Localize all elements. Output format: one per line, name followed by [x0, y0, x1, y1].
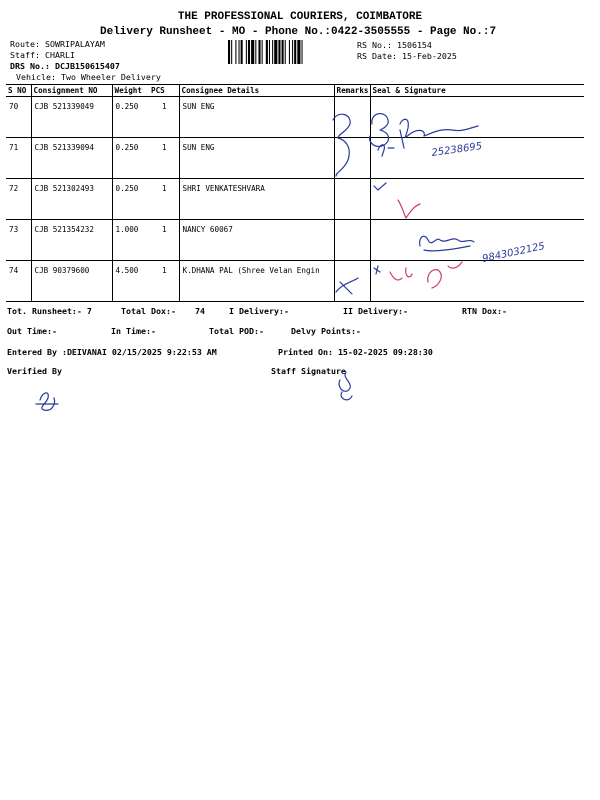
cell-remarks — [334, 220, 370, 261]
handwritten-number-row-71: 25238695 — [430, 140, 483, 159]
total-dox-value: 74 — [194, 306, 205, 316]
cell-consignee: SHRI VENKATESHVARA — [179, 179, 334, 220]
cell-consignment: CJB 521302493 — [31, 179, 112, 220]
cell-sno: 71 — [6, 138, 31, 179]
cell-weight: 0.250 — [112, 97, 149, 138]
cell-signature — [370, 261, 584, 302]
cell-consignee: K.DHANA PAL (Shree Velan Engin — [179, 261, 334, 302]
cell-signature — [370, 97, 584, 138]
col-header-remarks: Remarks — [334, 85, 370, 97]
col-header-pcs: PCS — [149, 85, 179, 97]
handwritten-number-row-73: 9843032125 — [481, 240, 546, 265]
cell-pcs: 1 — [149, 220, 179, 261]
cell-consignment: CJB 521339094 — [31, 138, 112, 179]
col-header-consignee: Consignee Details — [179, 85, 334, 97]
rtn-dox: RTN Dox:- — [462, 306, 507, 316]
delvy-points: Delvy Points:- — [291, 326, 361, 336]
cell-consignment: CJB 521339049 — [31, 97, 112, 138]
staff-signature-mark — [339, 372, 352, 400]
total-dox-label: Total Dox:- — [121, 306, 176, 316]
i-delivery: I Delivery:- — [229, 306, 289, 316]
col-header-seal-signature: Seal & Signature — [370, 85, 584, 97]
col-header-consignment: Consignment NO — [31, 85, 112, 97]
cell-remarks — [334, 261, 370, 302]
total-dox — [121, 306, 205, 316]
cell-remarks — [334, 179, 370, 220]
entered-by: Entered By :DEIVANAI 02/15/2025 9:22:53 AM — [7, 347, 217, 357]
cell-pcs: 1 — [149, 97, 179, 138]
table-row — [6, 179, 584, 220]
cell-consignee: SUN ENG — [179, 97, 334, 138]
runsheet-table — [6, 84, 584, 302]
cell-sno: 72 — [6, 179, 31, 220]
cell-signature — [370, 220, 584, 261]
total-pod: Total POD:- — [209, 326, 264, 336]
cell-weight: 0.250 — [112, 179, 149, 220]
cell-remarks — [334, 138, 370, 179]
route-label: Route: SOWRIPALAYAM — [10, 39, 105, 49]
cell-pcs: 1 — [149, 179, 179, 220]
cell-sno: 73 — [6, 220, 31, 261]
drs-label: DRS No.: — [10, 61, 50, 71]
table-row — [6, 261, 584, 302]
table-header-row — [6, 85, 584, 97]
drs-number — [10, 61, 120, 71]
cell-consignee: SUN ENG — [179, 138, 334, 179]
staff-signature: Staff Signature — [271, 366, 346, 376]
col-header-weight: Weight — [112, 85, 149, 97]
staff-label: Staff: CHARLI — [10, 50, 75, 60]
cell-weight: 1.000 — [112, 220, 149, 261]
table-row — [6, 220, 584, 261]
drs-value: DCJB150615407 — [54, 61, 120, 71]
company-title: THE PROFESSIONAL COURIERS, COIMBATORE — [177, 11, 423, 23]
tot-runsheet: Tot. Runsheet:- 7 — [7, 306, 92, 316]
col-header-sno: S NO — [6, 85, 31, 97]
cell-weight: 4.500 — [112, 261, 149, 302]
rs-number: RS No.: 1506154 — [357, 40, 432, 50]
ii-delivery: II Delivery:- — [343, 306, 408, 316]
cell-pcs: 1 — [149, 261, 179, 302]
table-row — [6, 138, 584, 179]
cell-consignee: NANCY 60067 — [179, 220, 334, 261]
vehicle-label: Vehicle: Two Wheeler Delivery — [16, 72, 161, 82]
cell-sno: 70 — [6, 97, 31, 138]
printed-on: Printed On: 15-02-2025 09:28:30 — [278, 347, 433, 357]
out-time: Out Time:- — [7, 326, 57, 336]
barcode — [228, 40, 354, 64]
cell-consignment: CJB 90379600 — [31, 261, 112, 302]
table-row — [6, 97, 584, 138]
cell-weight: 0.250 — [112, 138, 149, 179]
rs-date: RS Date: 15-Feb-2025 — [357, 51, 457, 61]
cell-consignment: CJB 521354232 — [31, 220, 112, 261]
cell-pcs: 1 — [149, 138, 179, 179]
verified-by: Verified By — [7, 366, 62, 376]
in-time: In Time:- — [111, 326, 156, 336]
runsheet-subtitle: Delivery Runsheet - MO - Phone No.:0422-3505555 - Page No.:7 — [100, 26, 497, 38]
cell-signature — [370, 179, 584, 220]
cell-sno: 74 — [6, 261, 31, 302]
cell-remarks — [334, 97, 370, 138]
cell-signature — [370, 138, 584, 179]
verified-signature — [36, 393, 58, 410]
